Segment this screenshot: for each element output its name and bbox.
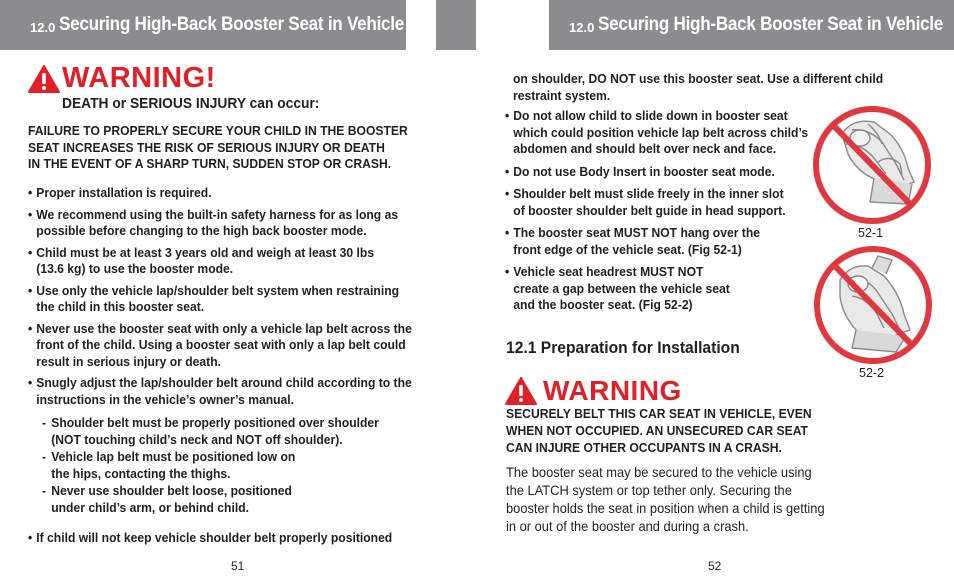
figure-52-1-prohibited-icon — [812, 104, 932, 226]
sub-item-line: - Shoulder belt must be properly positioned over shoulder — [51, 415, 379, 430]
sub-item-list — [31, 415, 454, 516]
warning-line: CAN INJURE OTHER OCCUPANTS IN A CRASH. — [506, 440, 782, 455]
bullet-item — [505, 225, 818, 258]
bullet-item — [28, 207, 460, 240]
bullet-line: • Child must be at least 3 years old and weigh at least 30 lbs — [36, 244, 375, 260]
bullet-line: • Snugly adjust the lap/shoulder belt around child according to the — [36, 375, 412, 390]
warning-triangle-icon — [28, 65, 60, 93]
bullet-line: front edge of the vehicle seat. (Fig 52-1) — [513, 241, 742, 257]
warning-line: SECURELY BELT THIS CAR SEAT IN VEHICLE, EVEN — [506, 406, 812, 421]
body-line: booster holds the seat in position when a child is getting — [506, 500, 825, 516]
bullet-line: • We recommend using the built-in safety harness for as long as — [36, 206, 399, 222]
warning-subtitle: DEATH or SERIOUS INJURY can occur: — [62, 95, 320, 112]
left-bullet-list — [28, 185, 460, 408]
sub-item-line: under child’s arm, or behind child. — [51, 499, 249, 515]
section-heading: 12.1 Preparation for Installation — [506, 338, 740, 357]
sub-item — [31, 415, 454, 448]
bullet-item — [28, 321, 460, 371]
continued-line: on shoulder, DO NOT use this booster seat. Use a different child — [513, 71, 884, 86]
bullet-line: • Vehicle seat headrest MUST NOT — [513, 264, 704, 279]
bullet-item — [505, 264, 818, 314]
bullet-line: (13.6 kg) to use the booster mode. — [36, 261, 234, 276]
sub-item — [31, 449, 454, 482]
bullet-item — [28, 185, 460, 202]
body-paragraph — [506, 463, 856, 535]
bullet-line: • Do not allow child to slide down in booster seat — [513, 108, 788, 123]
warning-heading — [505, 375, 682, 407]
sub-item-line: - Vehicle lap belt must be positioned low on — [51, 449, 296, 464]
header-left — [0, 0, 406, 50]
bullet-item — [28, 530, 469, 547]
right-bullet-list — [505, 108, 818, 314]
bullet-line: front of the child. Using a booster seat with only a lap belt could — [36, 337, 406, 352]
warning-heading — [28, 62, 216, 95]
header-tab — [436, 0, 476, 50]
intro-line: SEAT INCREASES THE RISK OF SERIOUS INJURY OR DEATH — [28, 139, 385, 155]
section-number: 12.0 — [30, 20, 56, 35]
continued-text — [513, 71, 927, 104]
section-title: Securing High-Back Booster Seat in Vehicle — [598, 14, 944, 35]
section-title: Securing High-Back Booster Seat in Vehicle — [59, 14, 405, 35]
bullet-line: • If child will not keep vehicle shoulder belt properly positioned — [36, 530, 393, 545]
continued-line: restraint system. — [513, 87, 611, 103]
bullet-line: • Shoulder belt must slide freely in the inner slot — [513, 186, 784, 201]
bullet-item — [28, 245, 460, 278]
page-number: 51 — [231, 559, 245, 573]
bullet-line: create a gap between the vehicle seat — [513, 280, 730, 296]
warning-triangle-icon — [505, 377, 537, 405]
bullet-item — [505, 108, 818, 158]
figure-label: 52-2 — [859, 366, 885, 380]
intro-line: FAILURE TO PROPERLY SECURE YOUR CHILD IN THE BOOSTER — [28, 123, 408, 138]
header-right — [549, 0, 954, 50]
body-line: in or out of the booster and during a crash. — [506, 518, 749, 534]
bullet-line: of booster shoulder belt guide in head support. — [513, 202, 786, 218]
body-line: The booster seat may be secured to the vehicle using — [506, 464, 812, 480]
bullet-line: result in serious injury or death. — [36, 353, 222, 369]
figure-52-2-prohibited-icon — [812, 244, 934, 366]
sub-item-line: the hips, contacting the thighs. — [51, 465, 231, 481]
warning-line: WHEN NOT OCCUPIED. AN UNSECURED CAR SEAT — [506, 423, 808, 438]
bullet-item — [28, 375, 460, 408]
page-number: 52 — [708, 559, 722, 573]
section-number: 12.0 — [569, 20, 595, 35]
sub-item — [31, 483, 454, 516]
warning-word: WARNING — [543, 375, 682, 406]
bullet-item — [505, 164, 818, 181]
bullet-item — [28, 283, 460, 316]
bullet-line: • The booster seat MUST NOT hang over the — [513, 225, 761, 240]
bullet-line: • Use only the vehicle lap/shoulder belt system when restraining — [36, 282, 400, 298]
bullet-line: • Do not use Body Insert in booster seat mode. — [513, 163, 775, 179]
bullet-line: • Proper installation is required. — [36, 185, 212, 200]
bullet-line: abdomen and should belt over neck and face. — [513, 141, 777, 156]
bullet-line: the child in this booster seat. — [36, 299, 205, 314]
figure-label: 52-1 — [858, 226, 884, 240]
intro-line: IN THE EVENT OF A SHARP TURN, SUDDEN STOP OR CRASH. — [28, 156, 392, 171]
warning-intro — [28, 123, 460, 173]
warning-text — [506, 405, 856, 456]
bullet-line: instructions in the vehicle’s owner’s manual. — [36, 391, 295, 407]
warning-word: WARNING! — [62, 62, 216, 94]
bullet-item — [505, 186, 818, 219]
body-line: the LATCH system or top tether only. Securing the — [506, 482, 792, 498]
sub-item-line: (NOT touching child’s neck and NOT off shoulder). — [51, 431, 343, 447]
bullet-line: • Never use the booster seat with only a vehicle lap belt across the — [36, 320, 412, 336]
bullet-line: and the booster seat. (Fig 52-2) — [513, 297, 693, 312]
bullet-line: which could position vehicle lap belt across child’s — [513, 124, 809, 140]
sub-item-line: - Never use shoulder belt loose, positioned — [51, 483, 292, 498]
bullet-line: possible before changing to the high back booster mode. — [36, 223, 367, 238]
